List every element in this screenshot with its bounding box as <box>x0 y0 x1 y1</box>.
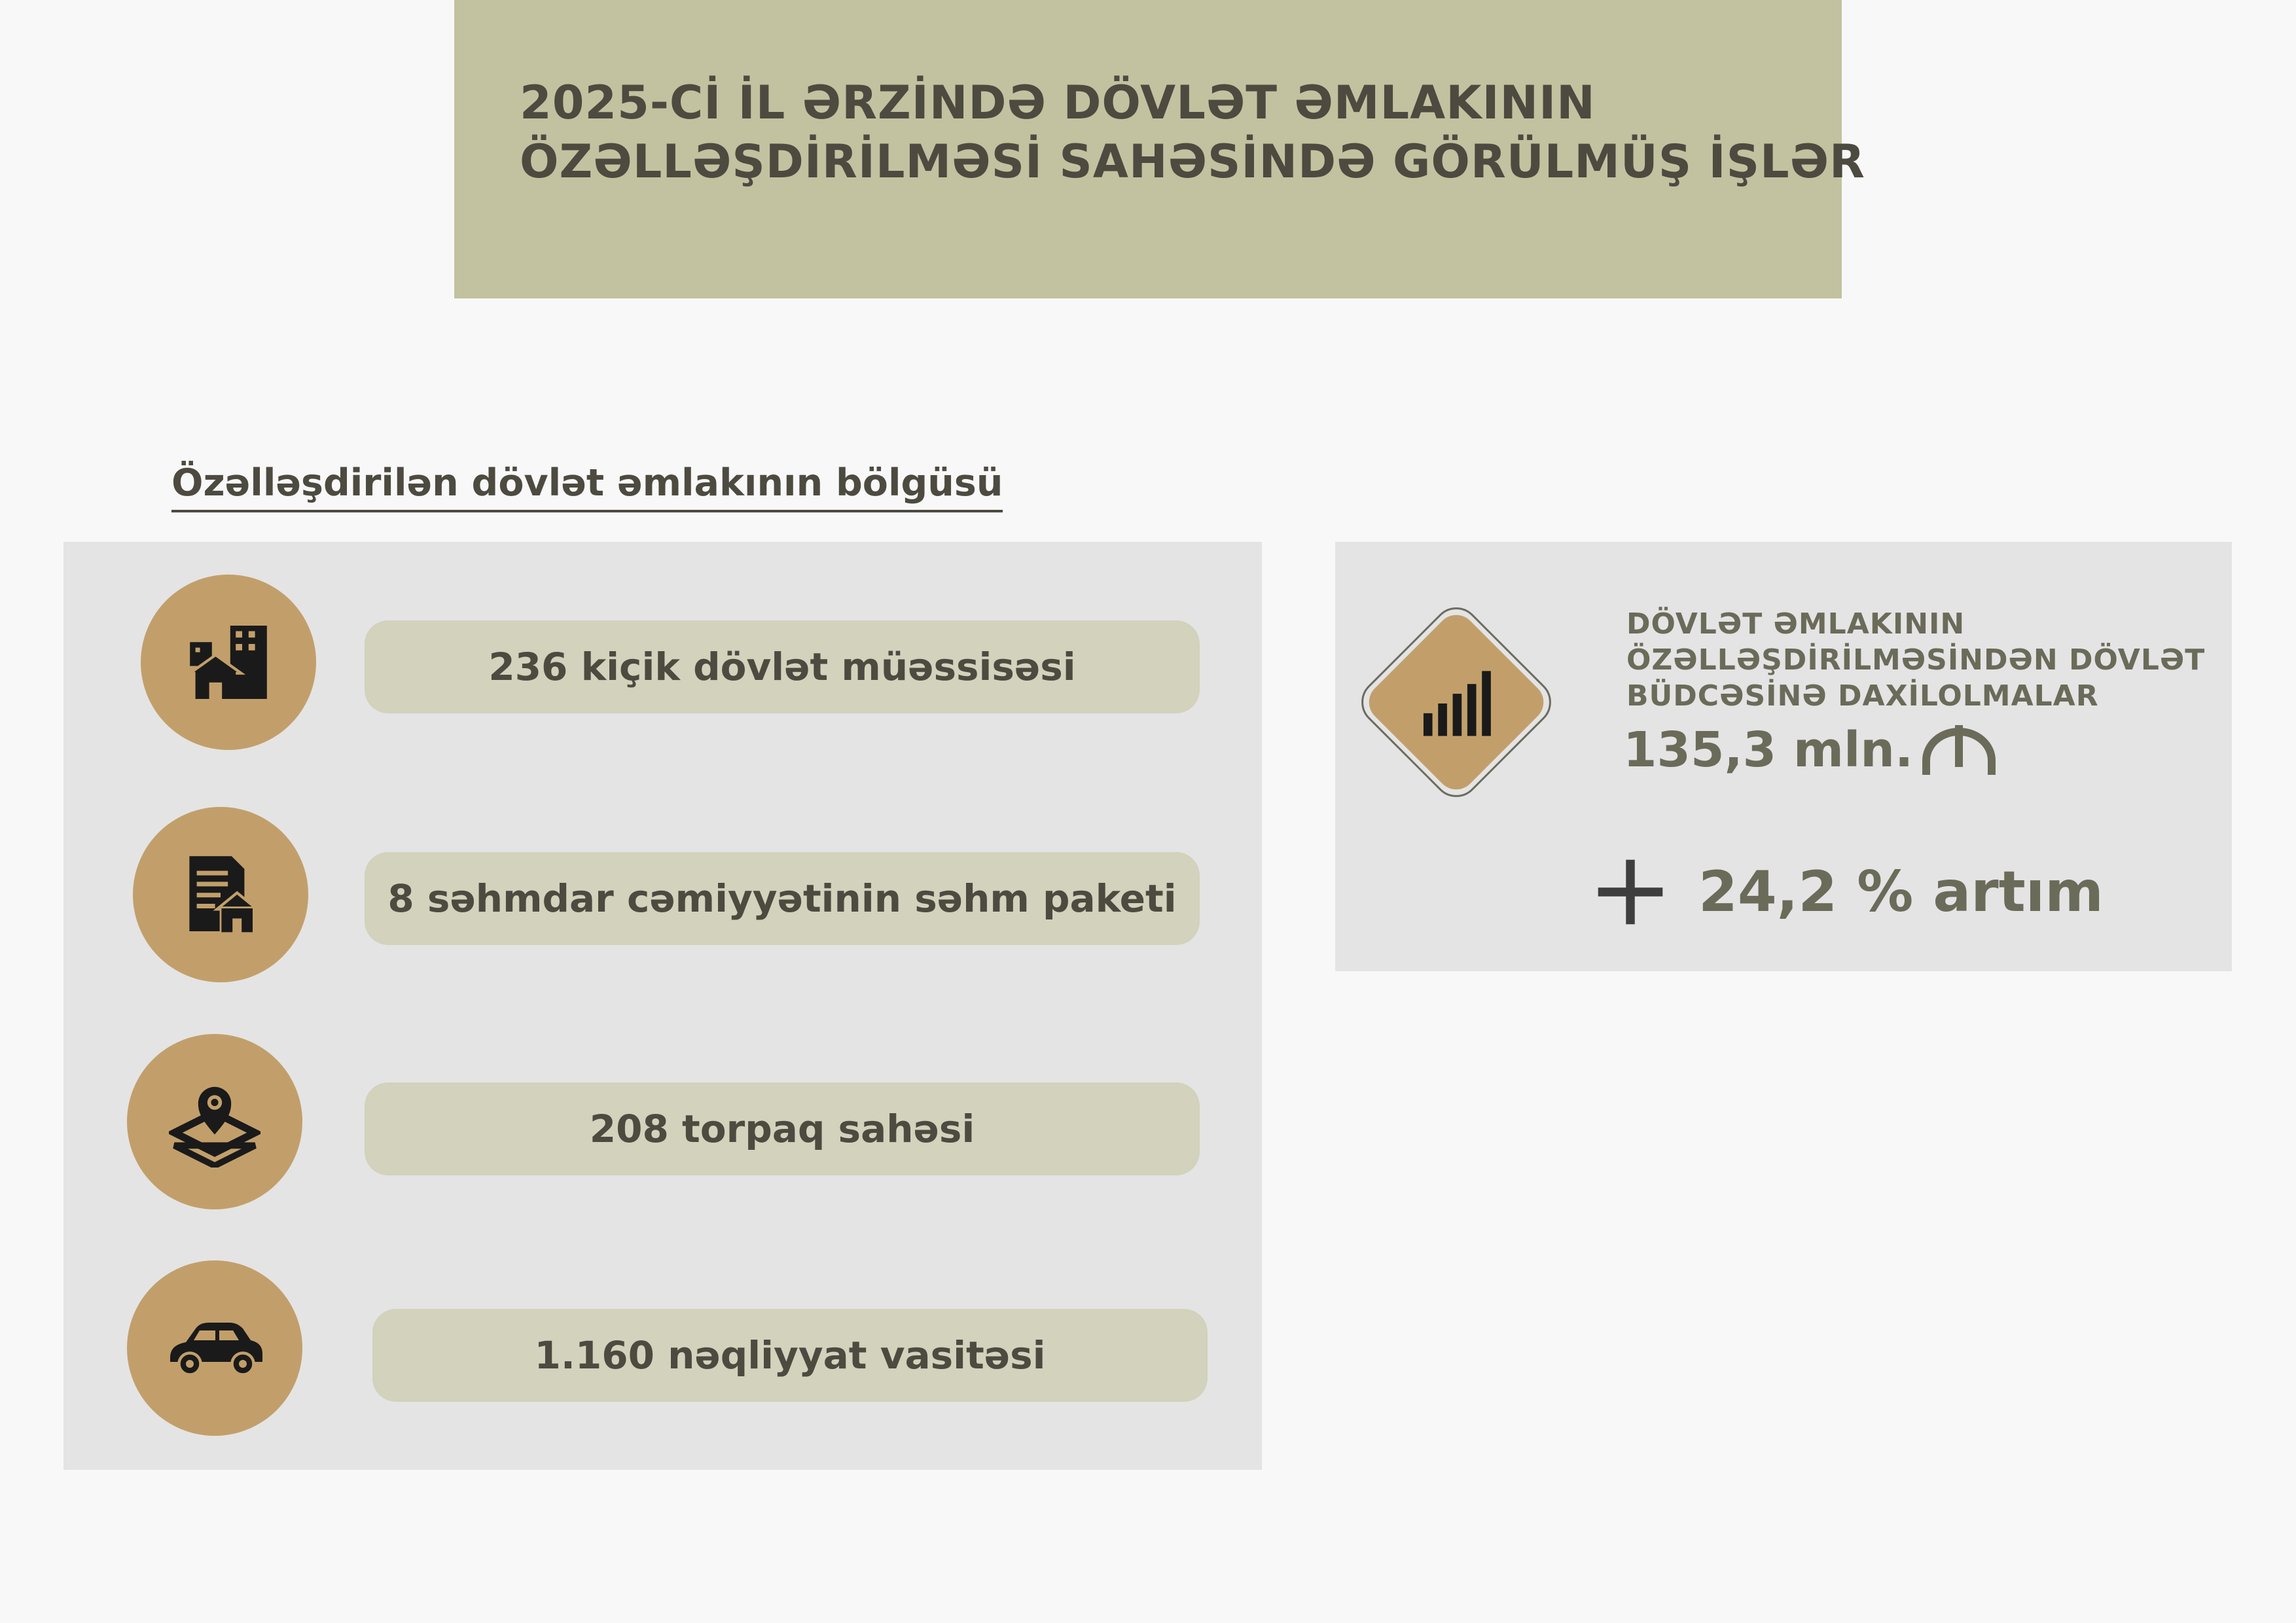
growth-text: 24,2 % artım <box>1698 859 2104 925</box>
manat-icon <box>1920 722 1998 777</box>
distribution-section-title: Özəlləşdirilən dövlət əmlakının bölgüsü <box>171 461 1003 512</box>
budget-value <box>1623 717 1998 783</box>
distribution-item-label: 236 kiçik dövlət müəssisəsi <box>488 645 1076 689</box>
car-icon-circle <box>127 1260 302 1436</box>
distribution-item <box>372 1309 1208 1402</box>
header-banner <box>454 0 1865 298</box>
page-title <box>520 73 1865 191</box>
chart-badge <box>1348 594 1564 810</box>
signal-bars-icon <box>1417 660 1498 741</box>
budget-panel <box>1335 542 2232 971</box>
plus-icon <box>1594 855 1667 929</box>
distribution-item-label: 1.160 nəqliyyat vasitəsi <box>534 1333 1046 1378</box>
distribution-item <box>365 852 1200 945</box>
budget-label <box>1626 606 2215 714</box>
document-house-icon <box>175 849 266 940</box>
document-house-icon-circle <box>133 807 308 982</box>
page-title-line-2: ÖZƏLLƏŞDİRİLMƏSİ SAHƏSİNDƏ GÖRÜLMÜŞ İŞLƏR <box>520 135 1865 188</box>
budget-label-line-3: BÜDCƏSİNƏ DAXİLOLMALAR <box>1626 679 2099 713</box>
building-icon <box>183 616 274 708</box>
building-icon-circle <box>141 575 316 750</box>
land-location-icon-circle <box>127 1034 302 1209</box>
budget-label-line-2: ÖZƏLLƏŞDİRİLMƏSİNDƏN DÖVLƏT <box>1626 643 2206 677</box>
distribution-item <box>365 1082 1200 1175</box>
page-title-line-1: 2025-Cİ İL ƏRZİNDƏ DÖVLƏT ƏMLAKININ <box>520 76 1596 130</box>
budget-value-text: 135,3 mln. <box>1623 722 1914 778</box>
distribution-item <box>365 620 1200 713</box>
distribution-item-label: 208 torpaq sahəsi <box>589 1107 975 1151</box>
growth-row <box>1594 849 2104 935</box>
land-location-icon <box>169 1076 260 1168</box>
budget-label-line-1: DÖVLƏT ƏMLAKININ <box>1626 607 1965 641</box>
distribution-item-label: 8 səhmdar cəmiyyətinin səhm paketi <box>387 876 1177 921</box>
distribution-panel <box>63 542 1262 1470</box>
car-icon <box>153 1297 278 1395</box>
